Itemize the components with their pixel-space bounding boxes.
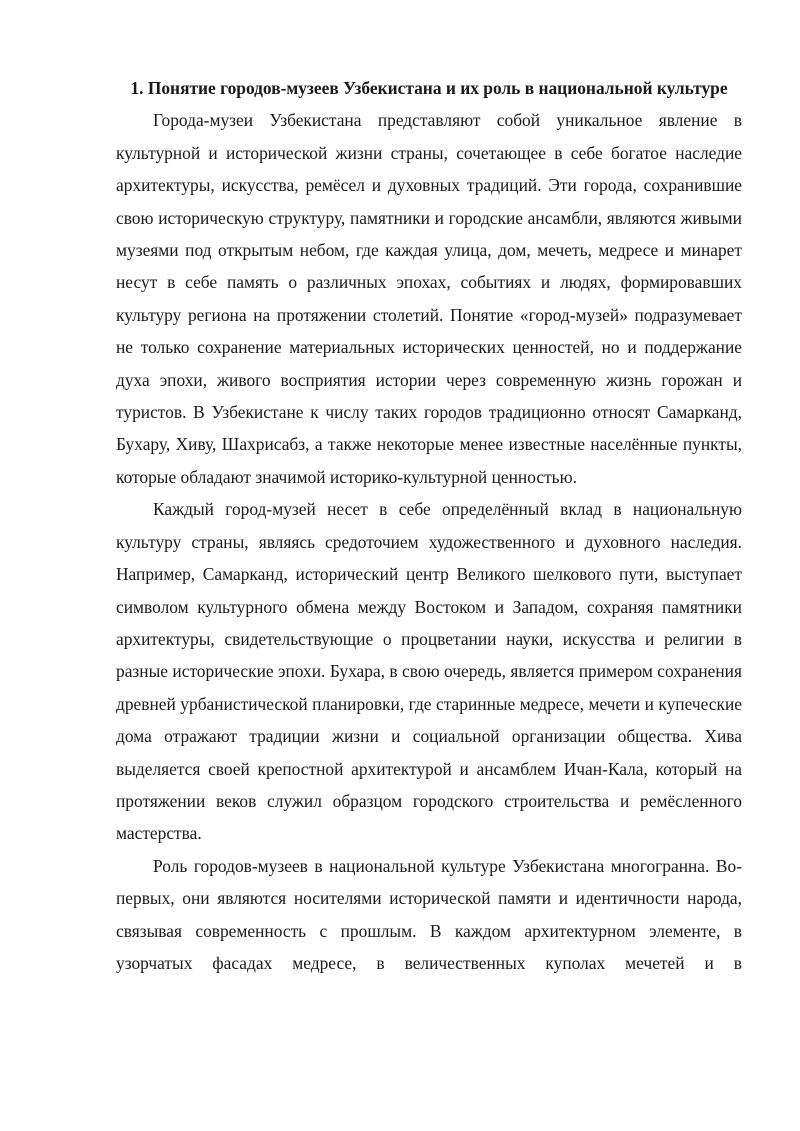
document-body xyxy=(116,72,742,979)
paragraph-1: Города-музеи Узбекистана представляют собой уникальное явление в культурной и исторической жизни страны, сочетающее в себе богатое наследие архитектуры, искусства, ремёсел и духовных традиций. Эти города, сохранившие свою историческую структуру, памятники и городские ансамбли, являются живыми музеями под открытым небом, где каждая улица, дом, мечеть, медресе и минарет несут в себе память о различных эпохах, событиях и людях, формировавших культуру региона на протяжении столетий. Понятие «город-музей» подразумевает не только сохранение материальных исторических ценностей, но и поддержание духа эпохи, живого восприятия истории через современную жизнь горожан и туристов. В Узбекистане к числу таких городов традиционно относят Самарканд, Бухару, Хиву, Шахрисабз, а также некоторые менее известные населённые пункты, которые обладают значимой историко-культурной ценностью. xyxy=(116,110,742,487)
section-heading: 1. Понятие городов-музеев Узбекистана и их роль в национальной культуре xyxy=(130,78,728,98)
paragraph-3: Роль городов-музеев в национальной культуре Узбекистана многогранна. Во-первых, они являются носителями исторической памяти и идентичности народа, связывая современность с прошлым. В каждом архитектурном элементе, в узорчатых фасадах медресе, в величественных куполах мечетей и в xyxy=(116,855,742,973)
paragraph-2: Каждый город-музей несет в себе определённый вклад в национальную культуру страны, являясь средоточием художественного и духовного наследия. Например, Самарканд, исторический центр Великого шелкового пути, выступает символом культурного обмена между Востоком и Западом, сохраняя памятники архитектуры, свидетельствующие о процветании науки, искусства и религии в разные исторические эпохи. Бухара, в свою очередь, является примером сохранения древней урбанистической планировки, где старинные медресе, мечети и купеческие дома отражают традиции жизни и социальной организации общества. Хива выделяется своей крепостной архитектурой и ансамблем Ичан-Кала, который на протяжении веков служил образцом городского строительства и ремёсленного мастерства. xyxy=(116,499,742,844)
